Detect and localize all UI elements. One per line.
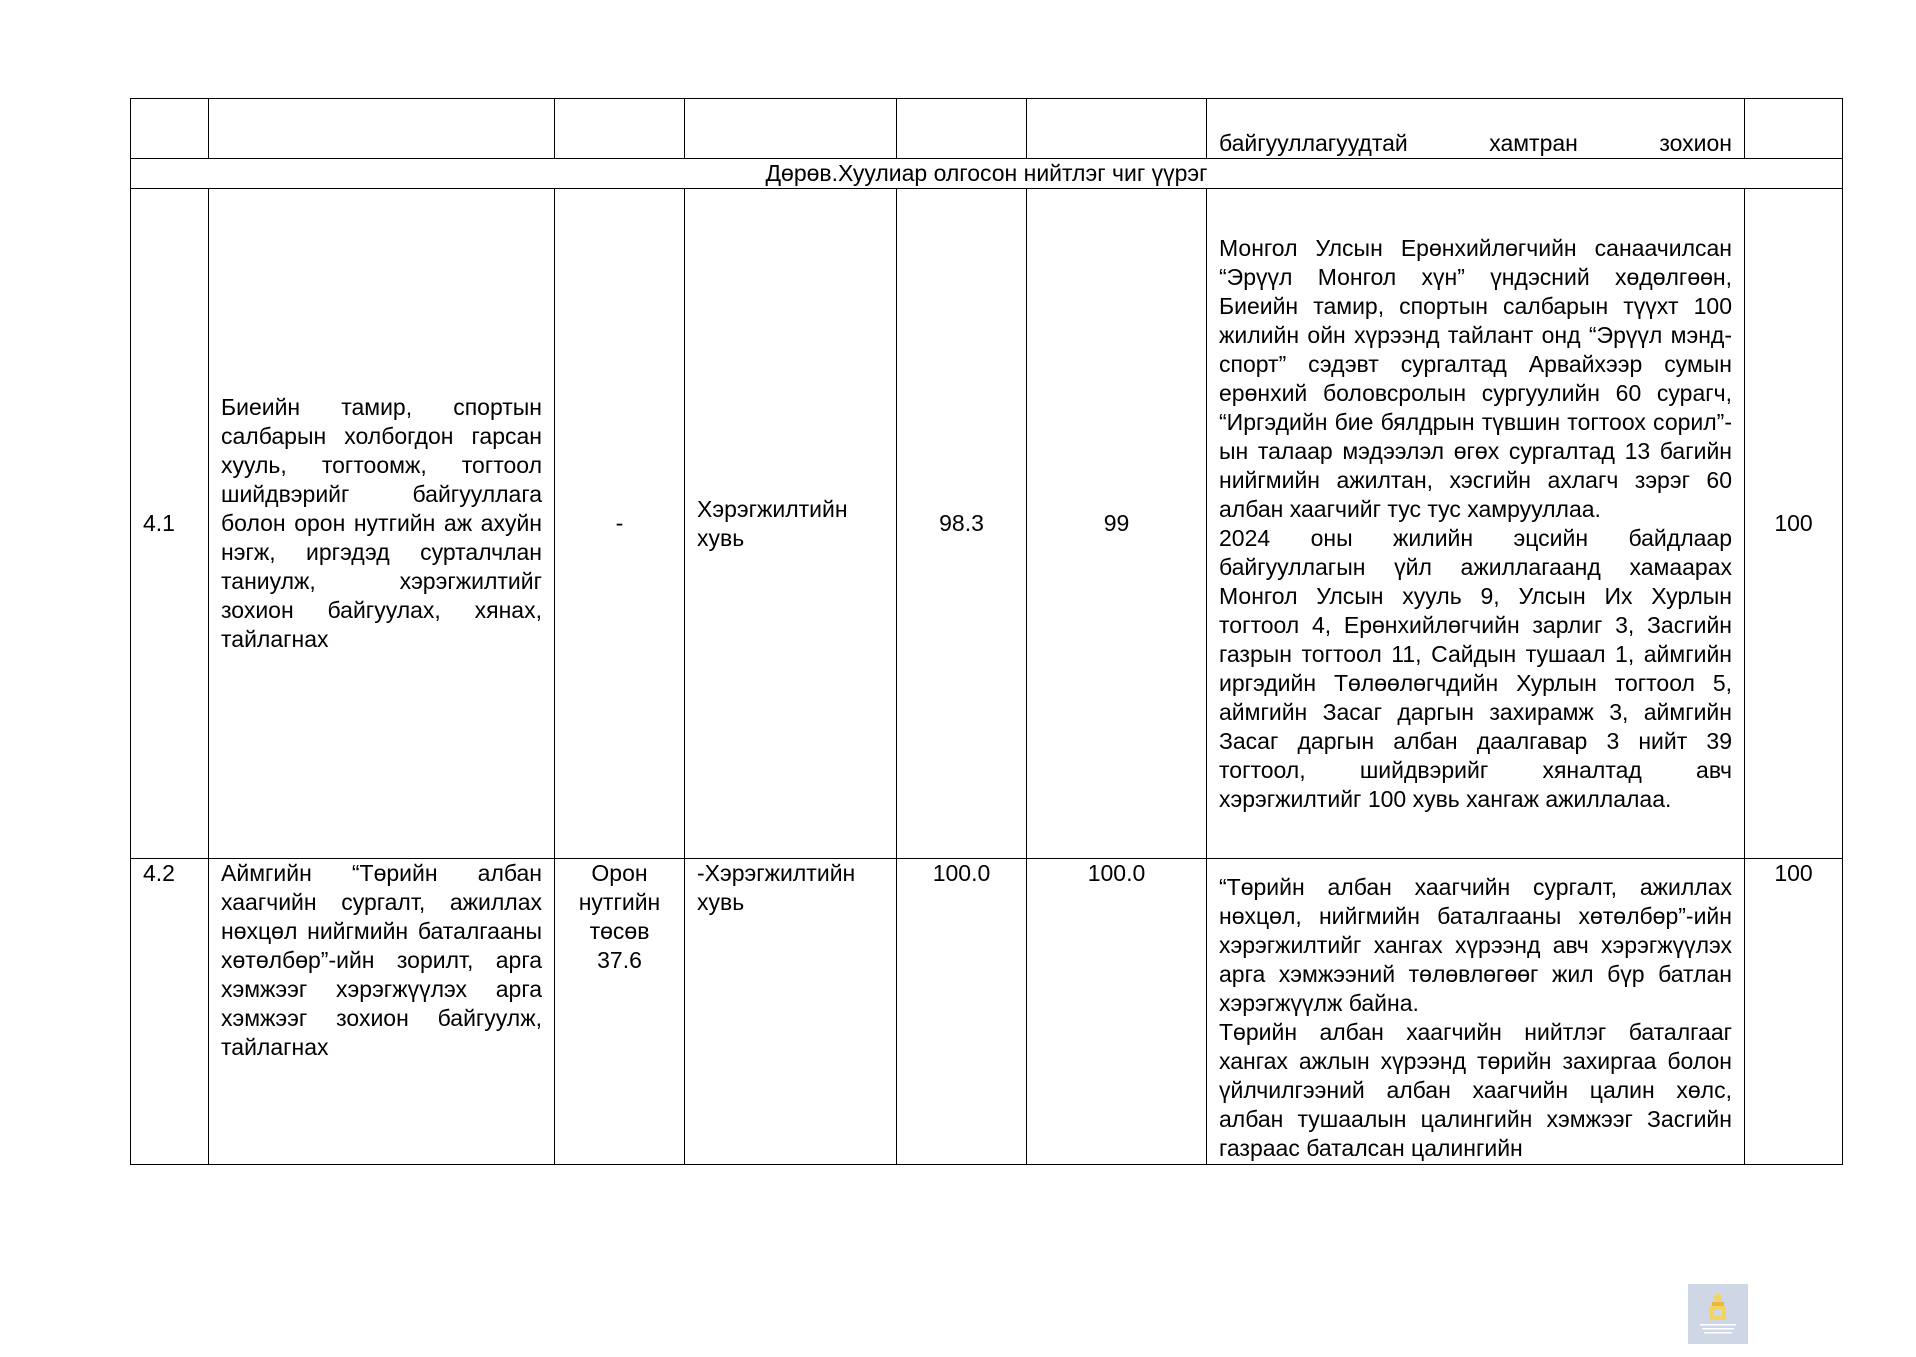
table-row-continuation: [131, 99, 1843, 159]
row-number: 4.1: [143, 510, 175, 536]
row-number: 4.2: [143, 860, 175, 886]
score-value: 100: [1774, 860, 1813, 886]
task-description: Биеийн тамир, спортын салбарын холбогдон гарсан хууль, тогтоомж, тогтоол шийдвэрийг байгууллага болон орон нутгийн аж ахуйн нэгж, иргэдэд сурталчлан таниулж, хэрэгжилтийг зохион байгуулах, хянах, тайлагнах: [221, 394, 542, 652]
detail-paragraph: “Төрийн албан хаагчийн сургалт, ажиллах нөхцөл, нийгмийн баталгааны хөтөлбөр”-ийн хэрэгжилтийг хангах хүрээнд авч хэрэгжүүлэх арга хэмжээний төлөвлөгөөг жил бүр батлан хэрэгжүүлж байна.: [1219, 874, 1732, 1016]
base-value: 100.0: [932, 860, 991, 886]
continuation-detail: байгууллагуудтай хамтран зохион: [1219, 130, 1732, 156]
indicator: -Хэрэгжилтийн хувь: [697, 860, 856, 915]
score-value: 100: [1774, 510, 1813, 536]
section-title: Дөрөв.Хуулиар олгосон нийтлэг чиг үүрэг: [765, 160, 1208, 186]
table-row: [131, 189, 1843, 859]
base-value: 98.3: [939, 510, 984, 536]
budget-source: -: [615, 510, 624, 536]
table-row: [131, 859, 1843, 1165]
state-emblem-icon: [1688, 1284, 1748, 1344]
target-value: 100.0: [1087, 860, 1146, 886]
budget-source: Орон нутгийн төсөв 37.6: [578, 860, 661, 973]
indicator: Хэрэгжилтийн хувь: [697, 495, 848, 551]
task-description: Аймгийн “Төрийн албан хаагчийн сургалт, ажиллах нөхцөл нийгмийн баталгааны хөтөлбөр”-ийн зорилт, арга хэмжээг хэрэгжүүлэх арга хэмжээг зохион байгуулж, тайлагнах: [221, 860, 542, 1060]
detail-paragraph: 2024 оны жилийн эцсийн байдлаар байгууллагын үйл ажиллагаанд хамаарах Монгол Улсын хууль 9, Улсын Их Хурлын тогтоол 4, Ерөнхийлөгчийн зарлиг 3, Засгийн газрын тогтоол 11, Сайдын тушаал 1, аймгийн иргэдийн Төлөөлөгчдийн Хурлын тогтоол 5, аймгийн Засаг даргын захирамж 3, аймгийн Засаг даргын албан даалгавар 3 нийт 39 тогтоол, шийдвэрийг хяналтад авч хэрэгжилтийг 100 хувь хангаж ажиллалаа.: [1219, 524, 1732, 812]
government-logo: [1688, 1284, 1748, 1344]
detail-paragraph: Монгол Улсын Ерөнхийлөгчийн санаачилсан “Эрүүл Монгол хүн” үндэсний хөдөлгөөн, Биеийн тамир, спортын салбарын түүхт 100 жилийн ойн хүрээнд тайлант онд “Эрүүл мэнд-спорт” сэдэвт сургалтад Арвайхээр сумын ерөнхий боловсролын сургуулийн 60 сурагч, “Иргэдийн бие бялдрын түвшин тогтоох сорил”-ын талаар мэдээлэл өгөх сургалтад 13 багийн нийгмийн ажилтан, хэсгийн ахлагч зэрэг 60 албан хаагчийг тус тус хамрууллаа.: [1219, 234, 1732, 522]
target-value: 99: [1103, 510, 1130, 536]
section-header-row: [131, 159, 1843, 189]
detail-paragraph: Төрийн албан хаагчийн нийтлэг баталгааг хангах ажлын хүрээнд төрийн захиргаа болон үйлчилгээний албан хаагчийн цалин хөлс, албан тушаалын цалингийн хэмжээг Засгийн газраас баталсан цалингийн: [1219, 1019, 1732, 1161]
report-table: [130, 98, 1843, 1165]
